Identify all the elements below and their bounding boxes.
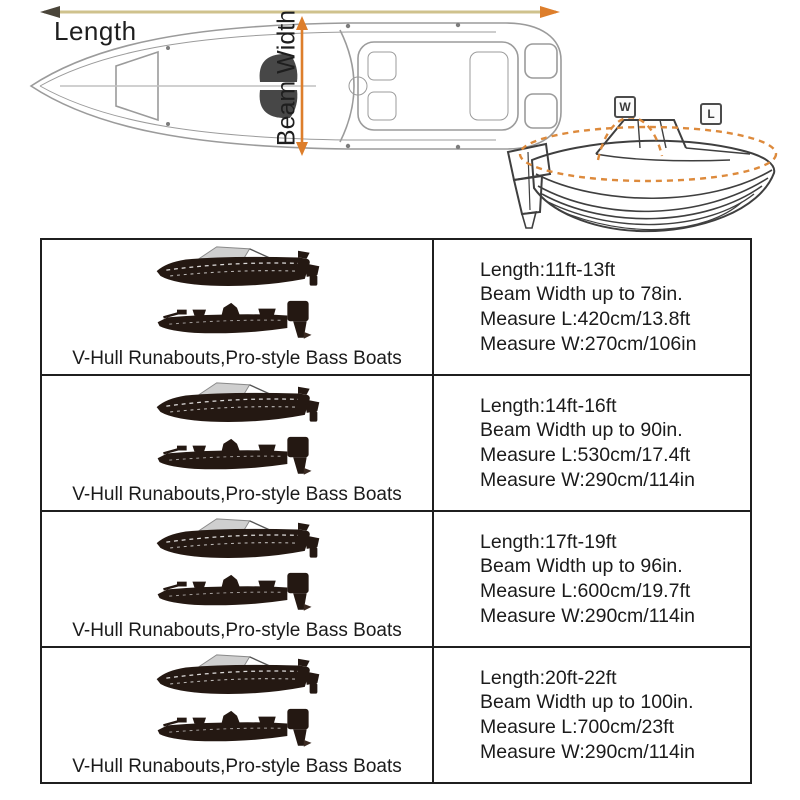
size-specs-cell xyxy=(434,376,750,510)
bass-boat-silhouette-icon xyxy=(153,299,321,342)
measuring-diagram xyxy=(0,0,800,238)
spec-measure-w: Measure W:290cm/114in xyxy=(480,740,695,763)
spec-measure-l: Measure L:700cm/23ft xyxy=(480,716,675,738)
spec-beam-width: Beam Width up to 78in. xyxy=(480,283,683,306)
spec-measure-w: Measure W:290cm/114in xyxy=(480,468,695,491)
table-row xyxy=(42,512,750,648)
boat-types-cell xyxy=(42,376,434,510)
bass-boat-silhouette-icon xyxy=(153,435,321,478)
spec-beam-width: Beam Width up to 96in. xyxy=(480,555,683,578)
table-row xyxy=(42,376,750,512)
spec-measure-l: Measure L:530cm/17.4ft xyxy=(480,444,691,466)
bass-boat-silhouette-icon xyxy=(153,571,321,614)
length-marker-letter: L xyxy=(707,107,715,121)
beam-width-label: Beam Width xyxy=(272,9,301,147)
length-label: Length xyxy=(54,16,137,46)
size-chart-table xyxy=(40,238,752,784)
boat-types-caption: V-Hull Runabouts,Pro-style Bass Boats xyxy=(72,348,402,369)
width-marker-letter: W xyxy=(619,100,631,114)
boat-types-caption: V-Hull Runabouts,Pro-style Bass Boats xyxy=(72,620,402,641)
boat-types-caption: V-Hull Runabouts,Pro-style Bass Boats xyxy=(72,756,402,777)
spec-length: Length:17ft-19ft xyxy=(480,530,617,553)
spec-measure-l: Measure L:420cm/13.8ft xyxy=(480,308,691,330)
spec-measure-l: Measure L:600cm/19.7ft xyxy=(480,580,691,602)
spec-beam-width: Beam Width up to 90in. xyxy=(480,419,683,442)
runabout-silhouette-icon xyxy=(150,244,325,292)
boat-types-caption: V-Hull Runabouts,Pro-style Bass Boats xyxy=(72,484,402,505)
runabout-silhouette-icon xyxy=(150,380,325,428)
size-specs-cell xyxy=(434,240,750,374)
table-row xyxy=(42,240,750,376)
length-marker-badge xyxy=(700,103,722,125)
spec-measure-w: Measure W:290cm/114in xyxy=(480,604,695,627)
runabout-silhouette-icon xyxy=(150,652,325,700)
spec-length: Length:14ft-16ft xyxy=(480,394,617,417)
size-specs-cell xyxy=(434,648,750,782)
boat-types-cell xyxy=(42,512,434,646)
spec-length: Length:20ft-22ft xyxy=(480,666,617,689)
spec-beam-width: Beam Width up to 100in. xyxy=(480,691,694,714)
size-specs-cell xyxy=(434,512,750,646)
boat-types-cell xyxy=(42,240,434,374)
bass-boat-silhouette-icon xyxy=(153,707,321,750)
spec-measure-w: Measure W:270cm/106in xyxy=(480,332,697,355)
runabout-silhouette-icon xyxy=(150,516,325,564)
width-marker-badge xyxy=(614,96,636,118)
table-row xyxy=(42,648,750,782)
spec-length: Length:11ft-13ft xyxy=(480,258,616,281)
boat-types-cell xyxy=(42,648,434,782)
